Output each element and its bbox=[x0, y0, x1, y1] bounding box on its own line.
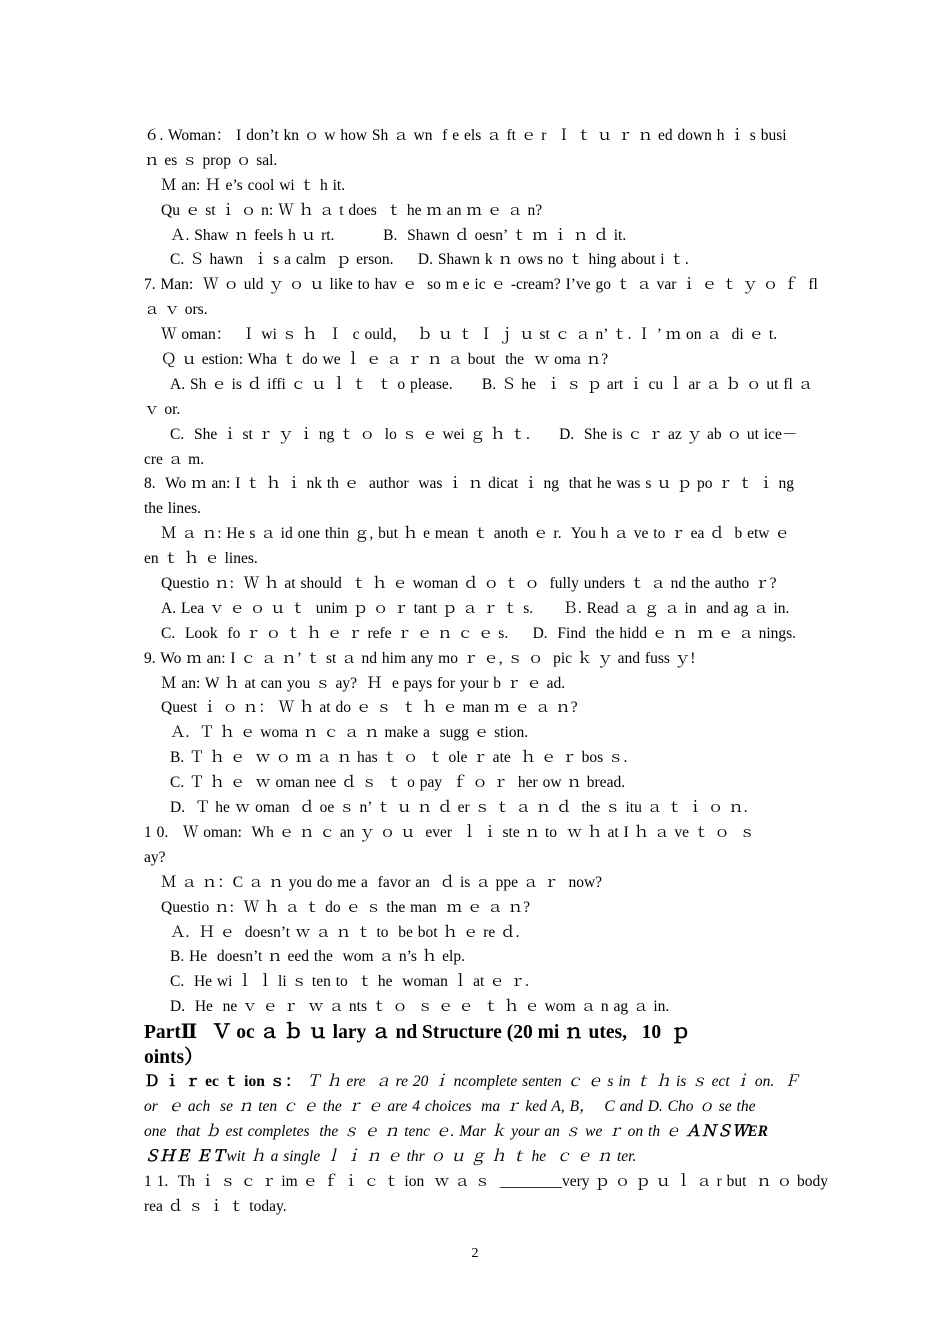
q9-option-c: C. Ｔ ｈ ｅ ｗ oman nee ｄ ｓ ｔ o pay ｆ ｏ ｒ her ow ｎ bread. bbox=[170, 774, 626, 792]
page-number: 2 bbox=[471, 1246, 479, 1261]
q9-line1: 9. Wo ｍ an: I ｃ ａ ｎ’ ｔ st ａ nd him any mo ｒ ｅ, ｓ ｏ pic ｋ ｙ and fuss ｙ! bbox=[144, 649, 696, 667]
q7-options-cd-line2: cre ａ m. bbox=[144, 450, 205, 468]
q8-man-line2: en ｔ ｈ ｅ lines. bbox=[144, 550, 258, 568]
directions-label: Ｄ ｉ ｒ ec ｔ ion ｓ： bbox=[144, 1073, 301, 1091]
q11-line1: 1 1. Th ｉ ｓ ｃ ｒ im ｅ ｆ ｉ ｃ ｔ ion ｗ ａ ｓ ________very ｐ ｏ ｐ ｕ ｌ ａ r but ｎ ｏ body bbox=[144, 1172, 828, 1190]
q8-options-cd: C. Look fo ｒ ｏ ｔ ｈ ｅ ｒ refe ｒ ｅ ｎ ｃ ｅ s. D. Find the hidd ｅ ｎ ｍ ｅ ａ nings. bbox=[161, 624, 797, 642]
directions-text4: wit ｈ a single ｌ ｉ ｎ ｅ thr ｏ ｕ ｇ ｈ ｔ he ｃ ｅ ｎ ter. bbox=[226, 1147, 637, 1165]
q6-options-cd: C. Ｓ hawn ｉ s a calm ｐ erson. D. Shawn k ｎ ows no ｔ hing about i ｔ. bbox=[170, 251, 689, 269]
q8-question: Questio ｎ: Ｗ ｈ at should ｔ ｈ ｅ woman ｄ ｏ ｔ ｏ fully unders ｔ ａ nd the autho ｒ? bbox=[161, 575, 777, 593]
q8-line2: the lines. bbox=[144, 500, 201, 518]
q9-option-b: B. Ｔ ｈ ｅ ｗ ｏ ｍ ａ ｎ has ｔ ｏ ｔ ole ｒ ate ｈ ｅ ｒ bos ｓ. bbox=[170, 749, 628, 767]
q8-options-ab: A. Lea ｖ ｅ ｏ ｕ ｔ unim ｐ ｏ ｒ tant ｐ ａ ｒ ｔ s. Ｂ. Read ａ ｇ ａ in and ag ａ in. bbox=[161, 599, 790, 617]
q7-options-ab-line2: ｖ or. bbox=[144, 400, 181, 418]
q8-line1: 8. Wo ｍ an: I ｔ ｈ ｉ nk th ｅ author was ｉ ｎ dicat ｉ ng that he was s ｕ ｐ po ｒ ｔ ｉ ng bbox=[144, 475, 794, 493]
answer-sheet-word1: ＡＮＳＷER bbox=[685, 1122, 769, 1140]
q8-man-line1: Ｍ ａ ｎ: He s ａ id one thin ｇ, but ｈ e mean ｔ anoth ｅ r. You h ａ ve to ｒ ea ｄ b etw ｅ bbox=[161, 525, 790, 543]
directions-line1 bbox=[144, 1070, 808, 1095]
q11-line2: rea ｄ ｓ ｉ ｔ today. bbox=[144, 1197, 287, 1215]
answer-sheet-word2: ＳＨＥ ＥＴ bbox=[144, 1147, 227, 1165]
part2-heading-line2: oints） bbox=[144, 1047, 204, 1069]
q9-man: Ｍ an: W ｈ at can you ｓ ay? Ｈ e pays for your b ｒ ｅ ad. bbox=[161, 674, 566, 692]
q7-question: Ｑ ｕ estion: Wha ｔ do we ｌ ｅ ａ ｒ ｎ ａ bout the ｗ oma ｎ? bbox=[161, 351, 609, 369]
directions-text1: Ｔ ｈ ere ａ re 20 ｉ ncomplete senten ｃ ｅ s in ｔ ｈ is ｓ ect ｉ on. Ｆ bbox=[300, 1073, 800, 1091]
directions-text3: one that ｂ est completes the ｓ ｅ ｎ tenc ｅ. Mar ｋ your an ｓ we ｒ on th ｅ bbox=[144, 1122, 686, 1140]
q10-option-c: C. He wi ｌ ｌ li ｓ ten to ｔ he woman ｌ at ｅ ｒ. bbox=[170, 973, 529, 991]
part2-heading-line1: PartⅡ Ｖ oc ａ ｂ ｕ lary ａ nd Structure (20 mi ｎ utes, 10 ｐ bbox=[144, 1022, 691, 1044]
q7-line2: ａ ｖ ors. bbox=[144, 301, 208, 319]
q7-options-ab-line1: A. Sh ｅ is ｄ iffi ｃ ｕ ｌ ｔ ｔ o please. B. Ｓ he ｉ ｓ ｐ art ｉ cu ｌ ar ａ ｂ ｏ ut fl ａ bbox=[170, 375, 814, 393]
q10-option-a: Ａ. Ｈ ｅ doesn’t ｗ ａ ｎ ｔ to be bot ｈ ｅ re ｄ. bbox=[170, 923, 520, 941]
q6-options-ab: Ａ. Shaw ｎ feels h ｕ rt. B. Shawn ｄ oesn’ ｔ ｍ ｉ ｎ ｄ it. bbox=[170, 226, 627, 244]
directions-line4 bbox=[144, 1145, 808, 1170]
q10-option-b: B. He doesn’t ｎ eed the wom ａ n’s ｈ elp. bbox=[170, 948, 465, 966]
q6-line2: ｎ es ｓ prop ｏ sal. bbox=[144, 151, 278, 169]
document-page bbox=[144, 124, 828, 1219]
q6-man: Ｍ an: Ｈ e’s cool wi ｔ h it. bbox=[161, 176, 346, 194]
q10-man: Ｍ ａ ｎ：C ａ ｎ you do me a favor an ｄ is ａ ppe ａ ｒ now? bbox=[161, 873, 603, 891]
directions-line3 bbox=[144, 1120, 808, 1145]
q9-option-a: Ａ. Ｔ ｈ ｅ woma ｎ ｃ ａ ｎ make a sugg ｅ stion. bbox=[170, 724, 529, 742]
q10-line2: ay? bbox=[144, 848, 166, 866]
q6-question: Qu ｅ st ｉ ｏ n: Ｗ ｈ ａ t does ｔ he ｍ an ｍ ｅ ａ n? bbox=[161, 201, 543, 219]
q9-question: Quest ｉ ｏ ｎ： Ｗ ｈ at do ｅ ｓ ｔ ｈ ｅ man ｍ ｅ ａ ｎ? bbox=[161, 699, 578, 717]
q7-options-cd-line1: C. She ｉ st ｒ ｙ ｉ ng ｔ ｏ lo ｓ ｅ wei ｇ ｈ ｔ. D. She is ｃ ｒ az ｙ ab ｏ ut ice－ bbox=[170, 425, 798, 443]
q9-option-d: D. Ｔ he ｗ oman ｄ oe ｓ n’ ｔ ｕ ｎ ｄ er ｓ ｔ ａ ｎ ｄ the ｓ itu ａ ｔ ｉ ｏ ｎ. bbox=[170, 799, 748, 817]
q10-option-d: D. He ne ｖ ｅ ｒ ｗ ａ nts ｔ ｏ ｓ ｅ ｅ ｔ ｈ ｅ wom ａ n ag ａ in. bbox=[170, 998, 670, 1016]
q10-line1: 1 0. Ｗ oman: Wh ｅ ｎ ｃ an ｙ ｏ ｕ ever ｌ ｉ ste ｎ to ｗ ｈ at I ｈ ａ ve ｔ ｏ ｓ bbox=[144, 823, 756, 841]
q10-question: Questio ｎ: Ｗ ｈ ａ ｔ do ｅ ｓ the man ｍ ｅ ａ ｎ? bbox=[161, 898, 531, 916]
directions-line2: or ｅ ach se ｎ ten ｃ ｅ the ｒ ｅ are 4 choices ma ｒ ked A, B， C and D. Cho ｏ se the bbox=[144, 1097, 756, 1115]
q7-woman: Ｗ oman： Ｉ wi ｓ ｈ Ｉ c ould， ｂ ｕ ｔ Ｉ ｊ ｕ st ｃ ａ n’ ｔ. Ｉ ’ ｍ on ａ di ｅ t. bbox=[161, 326, 778, 344]
q6-line1: ６. Woman： I don’t kn ｏ w how Sh ａ wn f e els ａ ft ｅ r Ｉ ｔ ｕ ｒ ｎ ed down h ｉ s busi bbox=[144, 127, 787, 144]
q7-line1: 7. Man: Ｗ ｏ uld ｙ ｏ ｕ like to hav ｅ so m e ic ｅ -cream? I’ve go ｔ ａ var ｉ ｅ ｔ ｙ ｏ ｆ fl bbox=[144, 276, 818, 294]
